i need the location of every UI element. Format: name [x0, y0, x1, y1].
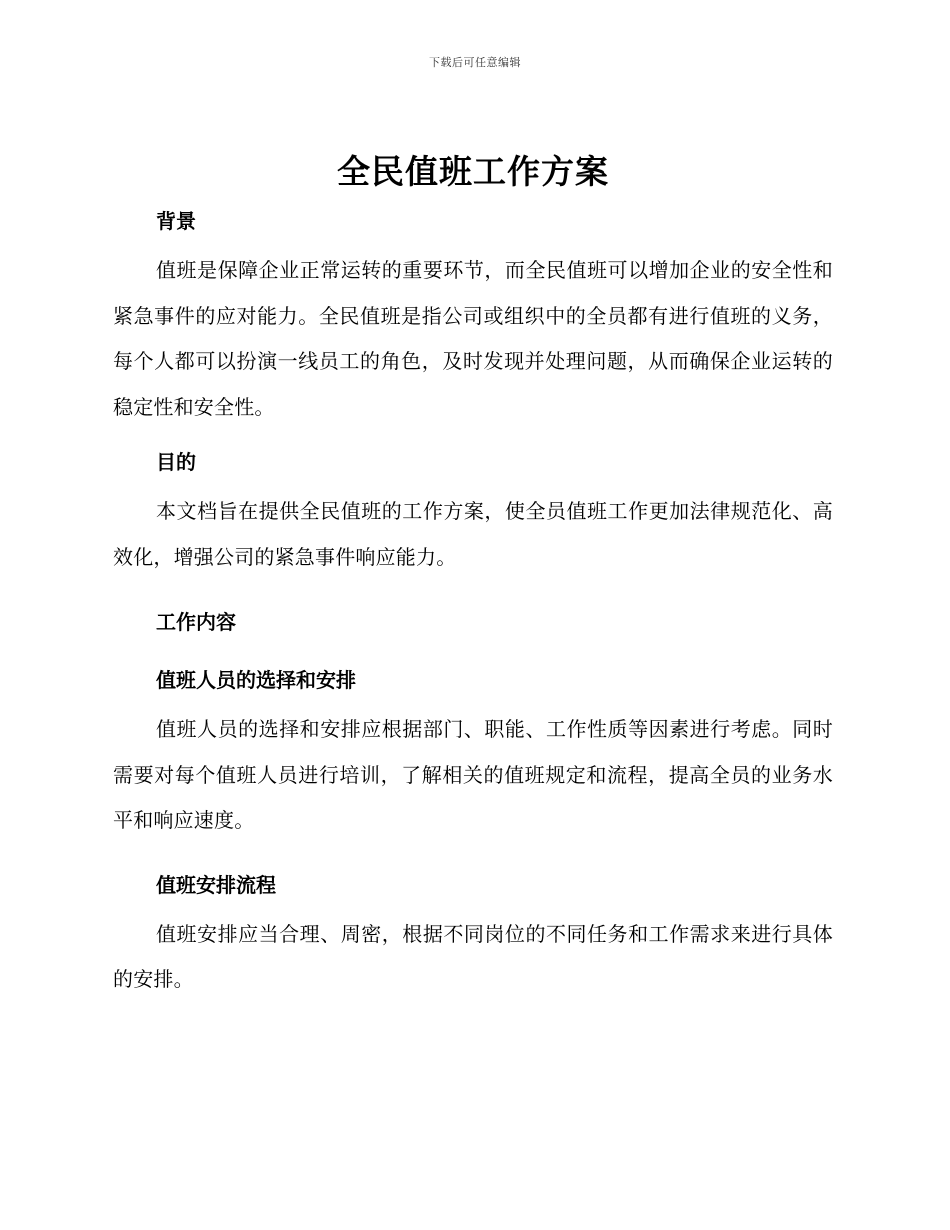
section-heading-purpose: 目的: [156, 450, 196, 474]
section-heading-selection: 值班人员的选择和安排: [156, 668, 356, 692]
header-note: 下载后可任意编辑: [429, 56, 521, 69]
section-paragraph-schedule: 值班安排应当合理、周密，根据不同岗位的不同任务和工作需求来进行具体的安排。: [113, 921, 833, 991]
section-heading-work-content: 工作内容: [156, 610, 236, 634]
document-title: 全民值班工作方案: [337, 152, 609, 191]
section-heading-schedule: 值班安排流程: [156, 872, 276, 897]
section-paragraph-purpose: 本文档旨在提供全民值班的工作方案，使全员值班工作更加法律规范化、高效化，增强公司的紧急事件响应能力。: [113, 499, 833, 569]
section-paragraph-selection: 值班人员的选择和安排应根据部门、职能、工作性质等因素进行考虑。同时需要对每个值班人员进行培训，了解相关的值班规定和流程，提高全员的业务水平和响应速度。: [113, 717, 833, 832]
section-paragraph-background: 值班是保障企业正常运转的重要环节，而全民值班可以增加企业的安全性和紧急事件的应对能力。全民值班是指公司或组织中的全员都有进行值班的义务，每个人都可以扮演一线员工的角色，及时发现并处理问题，从而确保企业运转的稳定性和安全性。: [113, 258, 833, 419]
section-heading-background: 背景: [156, 209, 196, 233]
document-body: [113, 148, 833, 1003]
